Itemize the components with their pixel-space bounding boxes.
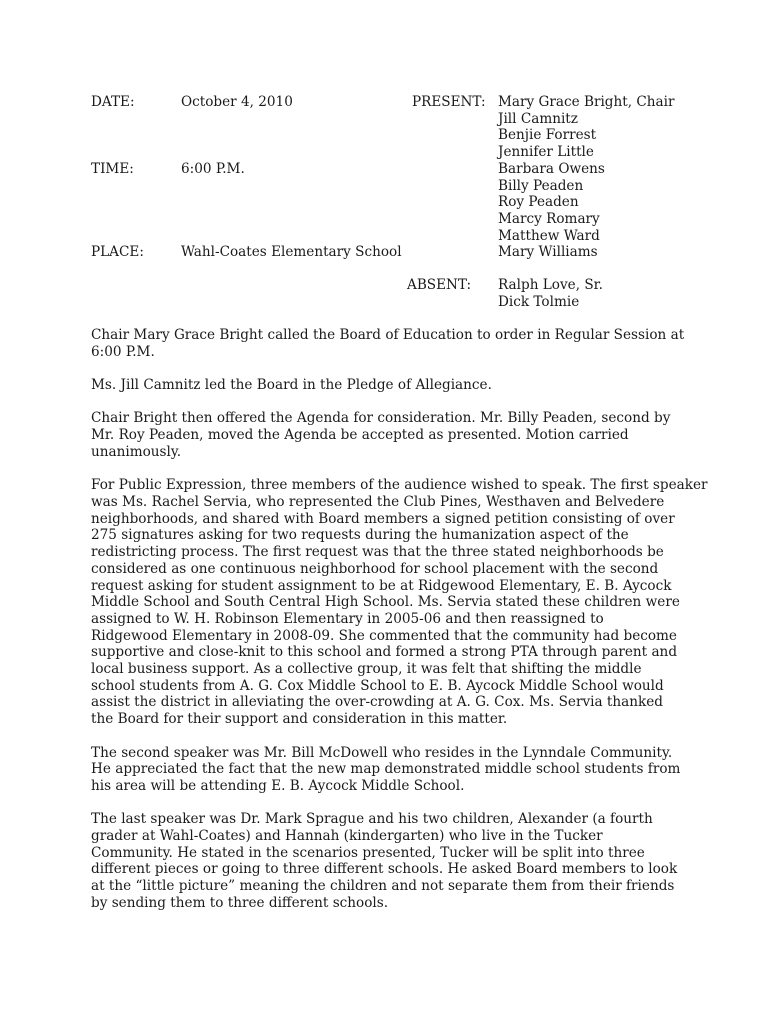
present-name: Jill Camnitz — [498, 110, 578, 127]
present-name: Billy Peaden — [498, 177, 584, 194]
present-label: PRESENT: — [412, 94, 486, 110]
paragraph-agenda: Chair Bright then offered the Agenda for consideration. Mr. Billy Peaden, second by Mr. Roy Peaden, moved the Agenda be accepted as presented. Motion carried unanimously. — [91, 410, 671, 460]
paragraph-public-expression: For Public Expression, three members of the audience wished to speak. The first speaker was Ms. Rachel Servia, who represented the Club Pines, Westhaven and Belvedere neighborhoods, and shared with Board members a signed petition consisting of over 275 signatures asking for two requests during the humanization aspect of the redistricting process. The first request was that the three stated neighborhoods be considered as one continuous neighborhood for school placement with the second request asking for student assignment to be at Ridgewood Elementary, E. B. Aycock Middle School and South Central High School. Ms. Servia stated these children were assigned to W. H. Robinson Elementary in 2005-06 and then reassigned to Ridgewood Elementary in 2008-09. She commented that the community had become supportive and close-knit to this school and formed a strong PTA through parent and local business support. As a collective group, it was felt that shifting the middle school students from A. G. Cox Middle School to E. B. Aycock Middle School would assist the district in alleviating the over-crowding at A. G. Cox. Ms. Servia thanked the Board for their support and consideration in this matter. — [91, 477, 708, 728]
date-label: DATE: — [91, 94, 135, 110]
present-name: Mary Grace Bright, Chair — [498, 94, 675, 110]
time-label: TIME: — [91, 161, 134, 177]
time-value: 6:00 P.M. — [181, 161, 245, 177]
absent-name: Dick Tolmie — [498, 293, 580, 310]
paragraph-pledge: Ms. Jill Camnitz led the Board in the Pledge of Allegiance. — [91, 377, 492, 394]
absent-names-list — [498, 277, 603, 310]
paragraph-second-speaker: The second speaker was Mr. Bill McDowell who resides in the Lynndale Community. He appreciated the fact that the new map demonstrated middle school students from his area will be attending E. B. Aycock Middle School. — [91, 744, 681, 794]
present-name: Marcy Romary — [498, 210, 600, 227]
paragraph-last-speaker: The last speaker was Dr. Mark Sprague and his two children, Alexander (a fourth grader at Wahl-Coates) and Hannah (kindergarten) who live in the Tucker Community. He stated in the scenarios presented, Tucker will be split into three different pieces or going to three different schools. He asked Board members to look at the “little picture” meaning the children and not separate them from their friends by sending them to three different schools. — [91, 811, 678, 911]
absent-name: Ralph Love, Sr. — [498, 277, 603, 293]
place-value: Wahl-Coates Elementary School — [181, 244, 402, 260]
present-name: Mary Williams — [498, 244, 598, 261]
place-label: PLACE: — [91, 244, 144, 260]
present-name: Matthew Ward — [498, 227, 600, 244]
date-value: October 4, 2010 — [181, 94, 293, 110]
absent-label: ABSENT: — [407, 277, 472, 293]
present-name: Benjie Forrest — [498, 127, 597, 144]
minutes-body — [91, 327, 711, 928]
present-names-list — [498, 94, 674, 261]
present-name: Roy Peaden — [498, 194, 579, 211]
present-name: Barbara Owens — [498, 160, 605, 177]
present-name: Jennifer Little — [498, 144, 594, 161]
paragraph-call-to-order: Chair Mary Grace Bright called the Board of Education to order in Regular Session at 6:00 P.M. — [91, 327, 685, 360]
